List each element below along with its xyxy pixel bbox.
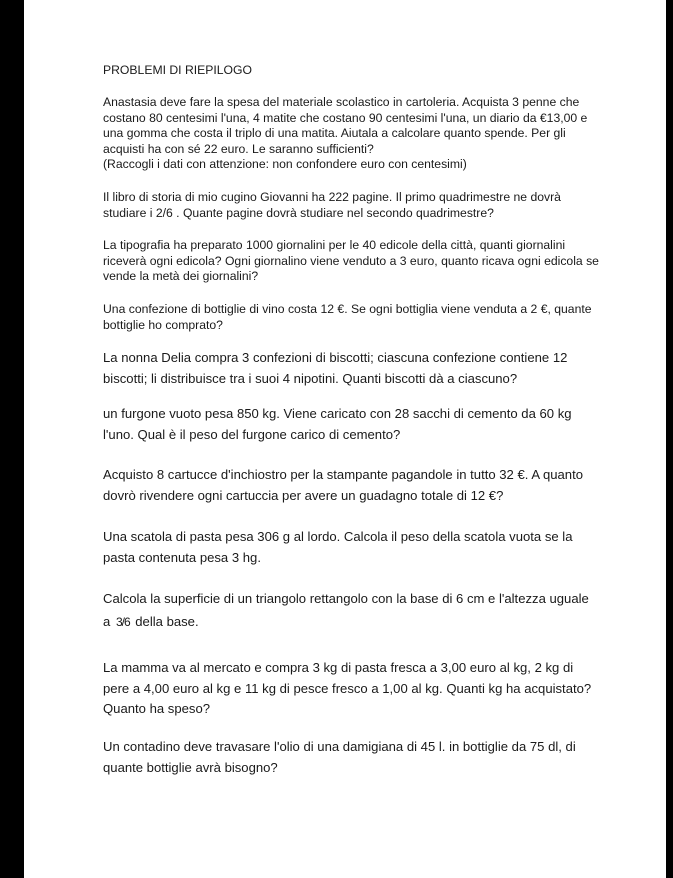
problem-5-biscotti (103, 348, 603, 389)
line-suffix: della base. (135, 613, 199, 629)
problem-line: La nonna Delia compra 3 confezioni di biscotti; ciascuna confezione contiene 12 (103, 350, 568, 365)
problem-line: pasta contenuta pesa 3 hg. (103, 549, 261, 565)
problem-line: (Raccogli i dati con attenzione: non confondere euro con centesimi) (103, 157, 467, 171)
problem-line: quante bottiglie avrà bisogno? (103, 759, 278, 775)
left-border-bar (0, 0, 24, 878)
page-title: PROBLEMI DI RIEPILOGO (103, 63, 252, 77)
problem-7-cartucce (103, 465, 603, 506)
problem-9-triangolo (103, 589, 603, 632)
problem-line: biscotti; li distribuisce tra i suoi 4 nipotini. Quanti biscotti dà a ciascuno? (103, 370, 518, 386)
problem-10-mercato (103, 658, 603, 720)
problem-8-scatola-pasta (103, 527, 603, 568)
problem-4-bottiglie-vino (103, 302, 603, 333)
problem-6-furgone (103, 404, 603, 445)
right-border-bar (666, 0, 673, 878)
problem-3-tipografia (103, 238, 603, 285)
problem-line: un furgone vuoto pesa 850 kg. Viene caricato con 28 sacchi di cemento da 60 kg (103, 406, 572, 421)
problem-line: Una confezione di bottiglie di vino costa 12 €. Se ogni bottiglia viene venduta a 2 €, quante (103, 302, 592, 316)
problem-line: Il libro di storia di mio cugino Giovanni ha 222 pagine. Il primo quadrimestre ne dovrà (103, 190, 561, 204)
fraction: 3/6 (115, 614, 130, 629)
problem-line: bottiglie ho comprato? (103, 317, 223, 332)
problem-line: studiare i 2/6 . Quante pagine dovrà studiare nel secondo quadrimestre? (103, 205, 494, 220)
problem-line: costano 80 centesimi l'una, 4 matite che costano 90 centesimi l'una, un diario da €13,00 e (103, 110, 588, 125)
problem-line: dovrò rivendere ogni cartuccia per avere un guadagno totale di 12 €? (103, 487, 504, 503)
problem-line: Anastasia deve fare la spesa del materiale scolastico in cartoleria. Acquista 3 penne che (103, 95, 580, 109)
problem-line: vende la metà dei giornalini? (103, 269, 259, 283)
problem-1-anastasia (103, 95, 603, 173)
problem-line: una gomma che costa il triplo di una matita. Aiutala a calcolare quanto spende. Per gli (103, 126, 566, 140)
problem-11-contadino-olio (103, 737, 603, 778)
problem-line: Calcola la superficie di un triangolo rettangolo con la base di 6 cm e l'altezza uguale (103, 591, 589, 606)
problem-line: l'uno. Qual è il peso del furgone carico di cemento? (103, 426, 401, 442)
problem-2-libro-storia (103, 190, 603, 221)
problem-line: pere a 4,00 euro al kg e 11 kg di pesce fresco a 1,00 al kg. Quanti kg ha acquistato? (103, 680, 592, 696)
problem-line: riceverà ogni edicola? Ogni giornalino viene venduto a 3 euro, quanto ricava ogni edicola se (103, 253, 599, 268)
problem-line (103, 612, 603, 633)
problem-line: La mamma va al mercato e compra 3 kg di pasta fresca a 3,00 euro al kg, 2 kg di (103, 660, 574, 675)
problem-line: La tipografia ha preparato 1000 giornalini per le 40 edicole della città, quanti giornalini (103, 238, 566, 252)
problem-line: Acquisto 8 cartucce d'inchiostro per la stampante pagandole in tutto 32 €. A quanto (103, 467, 584, 482)
problem-line: Quanto ha speso? (103, 701, 211, 716)
problem-line: acquisti ha con sé 22 euro. Le saranno sufficienti? (103, 141, 374, 156)
line-prefix: a (103, 613, 111, 629)
problem-line: Un contadino deve travasare l'olio di una damigiana di 45 l. in bottiglie da 75 dl, di (103, 739, 576, 754)
problem-line: Una scatola di pasta pesa 306 g al lordo. Calcola il peso della scatola vuota se la (103, 529, 573, 544)
